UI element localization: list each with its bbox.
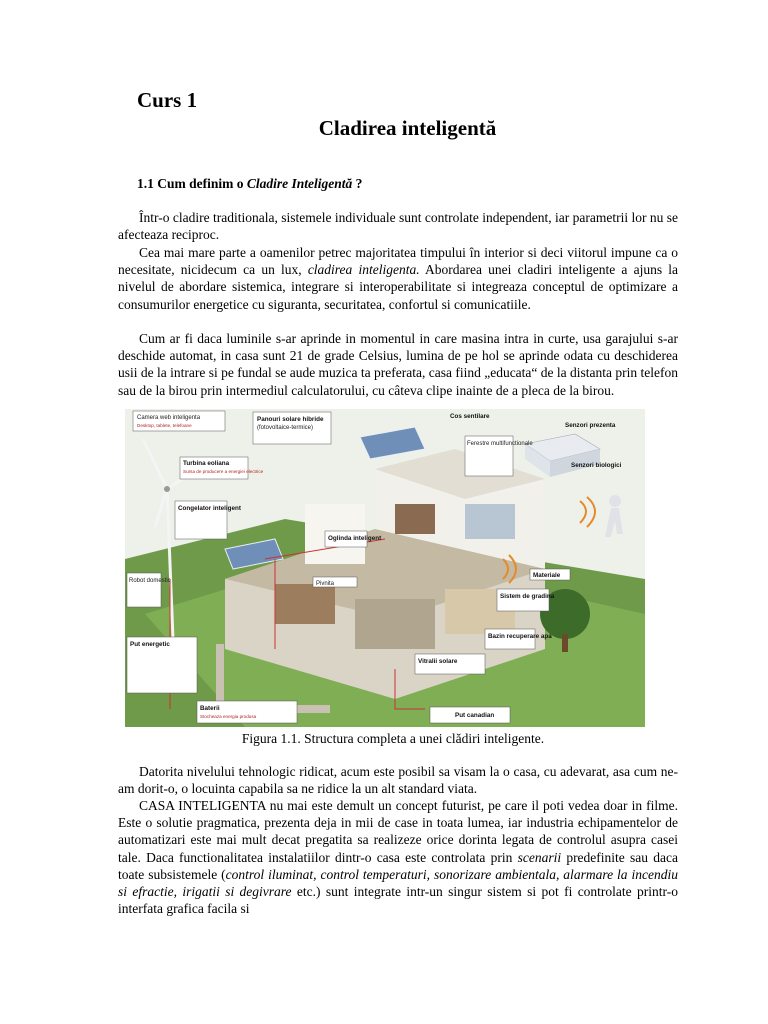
label-bazin: Bazin recuperare apa xyxy=(488,633,552,640)
label-baterii-sub: Stocheaza energia produsa xyxy=(200,714,257,719)
label-put: Put energetic xyxy=(130,641,170,648)
paragraph-1: Într-o cladire traditionala, sistemele individuale sunt controlate independent, iar parametrii lor nu se afecteaza reciproc. xyxy=(118,210,678,243)
label-panouri-sub: (fotovoltaice-termice) xyxy=(257,425,314,431)
paragraph-5-part-b: predefinite sau daca toate subsistemele ( xyxy=(118,849,678,882)
paragraph-5 xyxy=(118,797,678,917)
label-materiale: Materiale xyxy=(533,572,561,579)
label-oglinda: Oglinda inteligent xyxy=(328,535,382,542)
label-camera: Camera web inteligenta xyxy=(137,415,201,421)
label-senzori-prezenta: Senzori prezenta xyxy=(565,422,616,429)
label-baterii: Baterii xyxy=(200,705,220,712)
section-heading-suffix: ? xyxy=(352,176,363,191)
label-pivnita: Pivnita xyxy=(316,581,335,587)
smart-building-figure xyxy=(125,409,645,727)
figure-caption: Figura 1.1. Structura completa a unei clădiri inteligente. xyxy=(241,731,545,746)
section-heading xyxy=(137,176,362,192)
label-camera-sub: Desktop, tablete, telefoane xyxy=(137,423,192,428)
smart-building-illustration xyxy=(125,409,645,727)
paragraph-2-part-a: Cea mai mare parte a oamenilor petrec majoritatea timpului în interior si deci viitorul impune ca o necesitate, nicidecum ca un lux, xyxy=(118,245,678,278)
paragraph-5-italic-1: scenarii xyxy=(517,849,562,865)
label-senzori-bio: Senzori biologici xyxy=(571,462,622,469)
paragraph-4: Datorita nivelului tehnologic ridicat, acum este posibil sa visam la o casa, cu adevarat, asa cum ne-am dorit-o, o locuinta capabila sa ne ridice la un alt standard viata. xyxy=(118,764,678,797)
label-turbina-sub: Sursa de producere a energiei electrice xyxy=(183,469,264,474)
paragraph-2-italic: cladirea inteligenta. xyxy=(307,262,420,278)
paragraph-5-part-a: CASA INTELIGENTA nu mai este demult un concept futurist, pe care il poti vedea doar in filme. Este o solutie pragmatica, prezenta deja in mii de case in toata lumea, iar industria echipamentelor de automatizari este mai mult decat pregatita sa realizeze orice dorinta legata de controlul asupra casei tale. Daca functionalitatea instalatiilor dintr-o casa este controlata prin xyxy=(118,798,678,865)
label-vitralii: Vitralii solare xyxy=(418,658,458,665)
paragraph-2-part-b: Abordarea unei cladiri inteligente a ajuns la nivelul de abordare sistemica, integrare si interoperabilitate si integreaza conceptul de optimizare a consumurilor energetice cu siguranta, securitatea, confortul si comunicatiile. xyxy=(118,262,678,312)
page-title: Cladirea inteligentă xyxy=(318,116,497,140)
label-congelator: Congelator inteligent xyxy=(178,505,241,512)
label-robot: Robot domestic xyxy=(129,578,171,584)
label-sistem-gradina: Sistem de gradina xyxy=(500,593,555,600)
section-heading-italic: Cladire Inteligentă xyxy=(246,176,353,191)
label-panouri: Panouri solare hibride xyxy=(257,416,324,423)
paragraph-2 xyxy=(118,244,678,313)
label-cos: Cos sentilare xyxy=(450,413,490,420)
label-ferestre: Ferestre multifunctionale xyxy=(467,441,533,447)
label-put-canadian: Put canadian xyxy=(455,712,495,719)
label-turbina: Turbina eoliana xyxy=(183,460,230,467)
paragraph-5-italic-2: control iluminat, control temperaturi, sonorizare ambientala, alarmare la incendiu si efractie, irigatii si degivrare xyxy=(118,866,678,900)
paragraph-3: Cum ar fi daca luminile s-ar aprinde in momentul in care masina intra in curte, usa garajului s-ar deschide automat, in casa sunt 21 de grade Celsius, lumina de pe hol se aprinde odata cu deschiderea usii de la intrare si pe fundal se aude muzica ta preferata, casa fiind „educata“ de la distanta prin telefon sau de la birou prin intermediul calculatorului, cu câteva clipe inainte de a pleca de la birou. xyxy=(118,331,678,398)
course-label: Curs 1 xyxy=(137,88,198,112)
section-heading-prefix: 1.1 Cum definim o xyxy=(137,176,247,191)
paragraph-5-part-c: etc.) sunt integrate intr-un singur sistem si pot fi controlate printr-o interfata grafica facila si xyxy=(118,884,678,917)
